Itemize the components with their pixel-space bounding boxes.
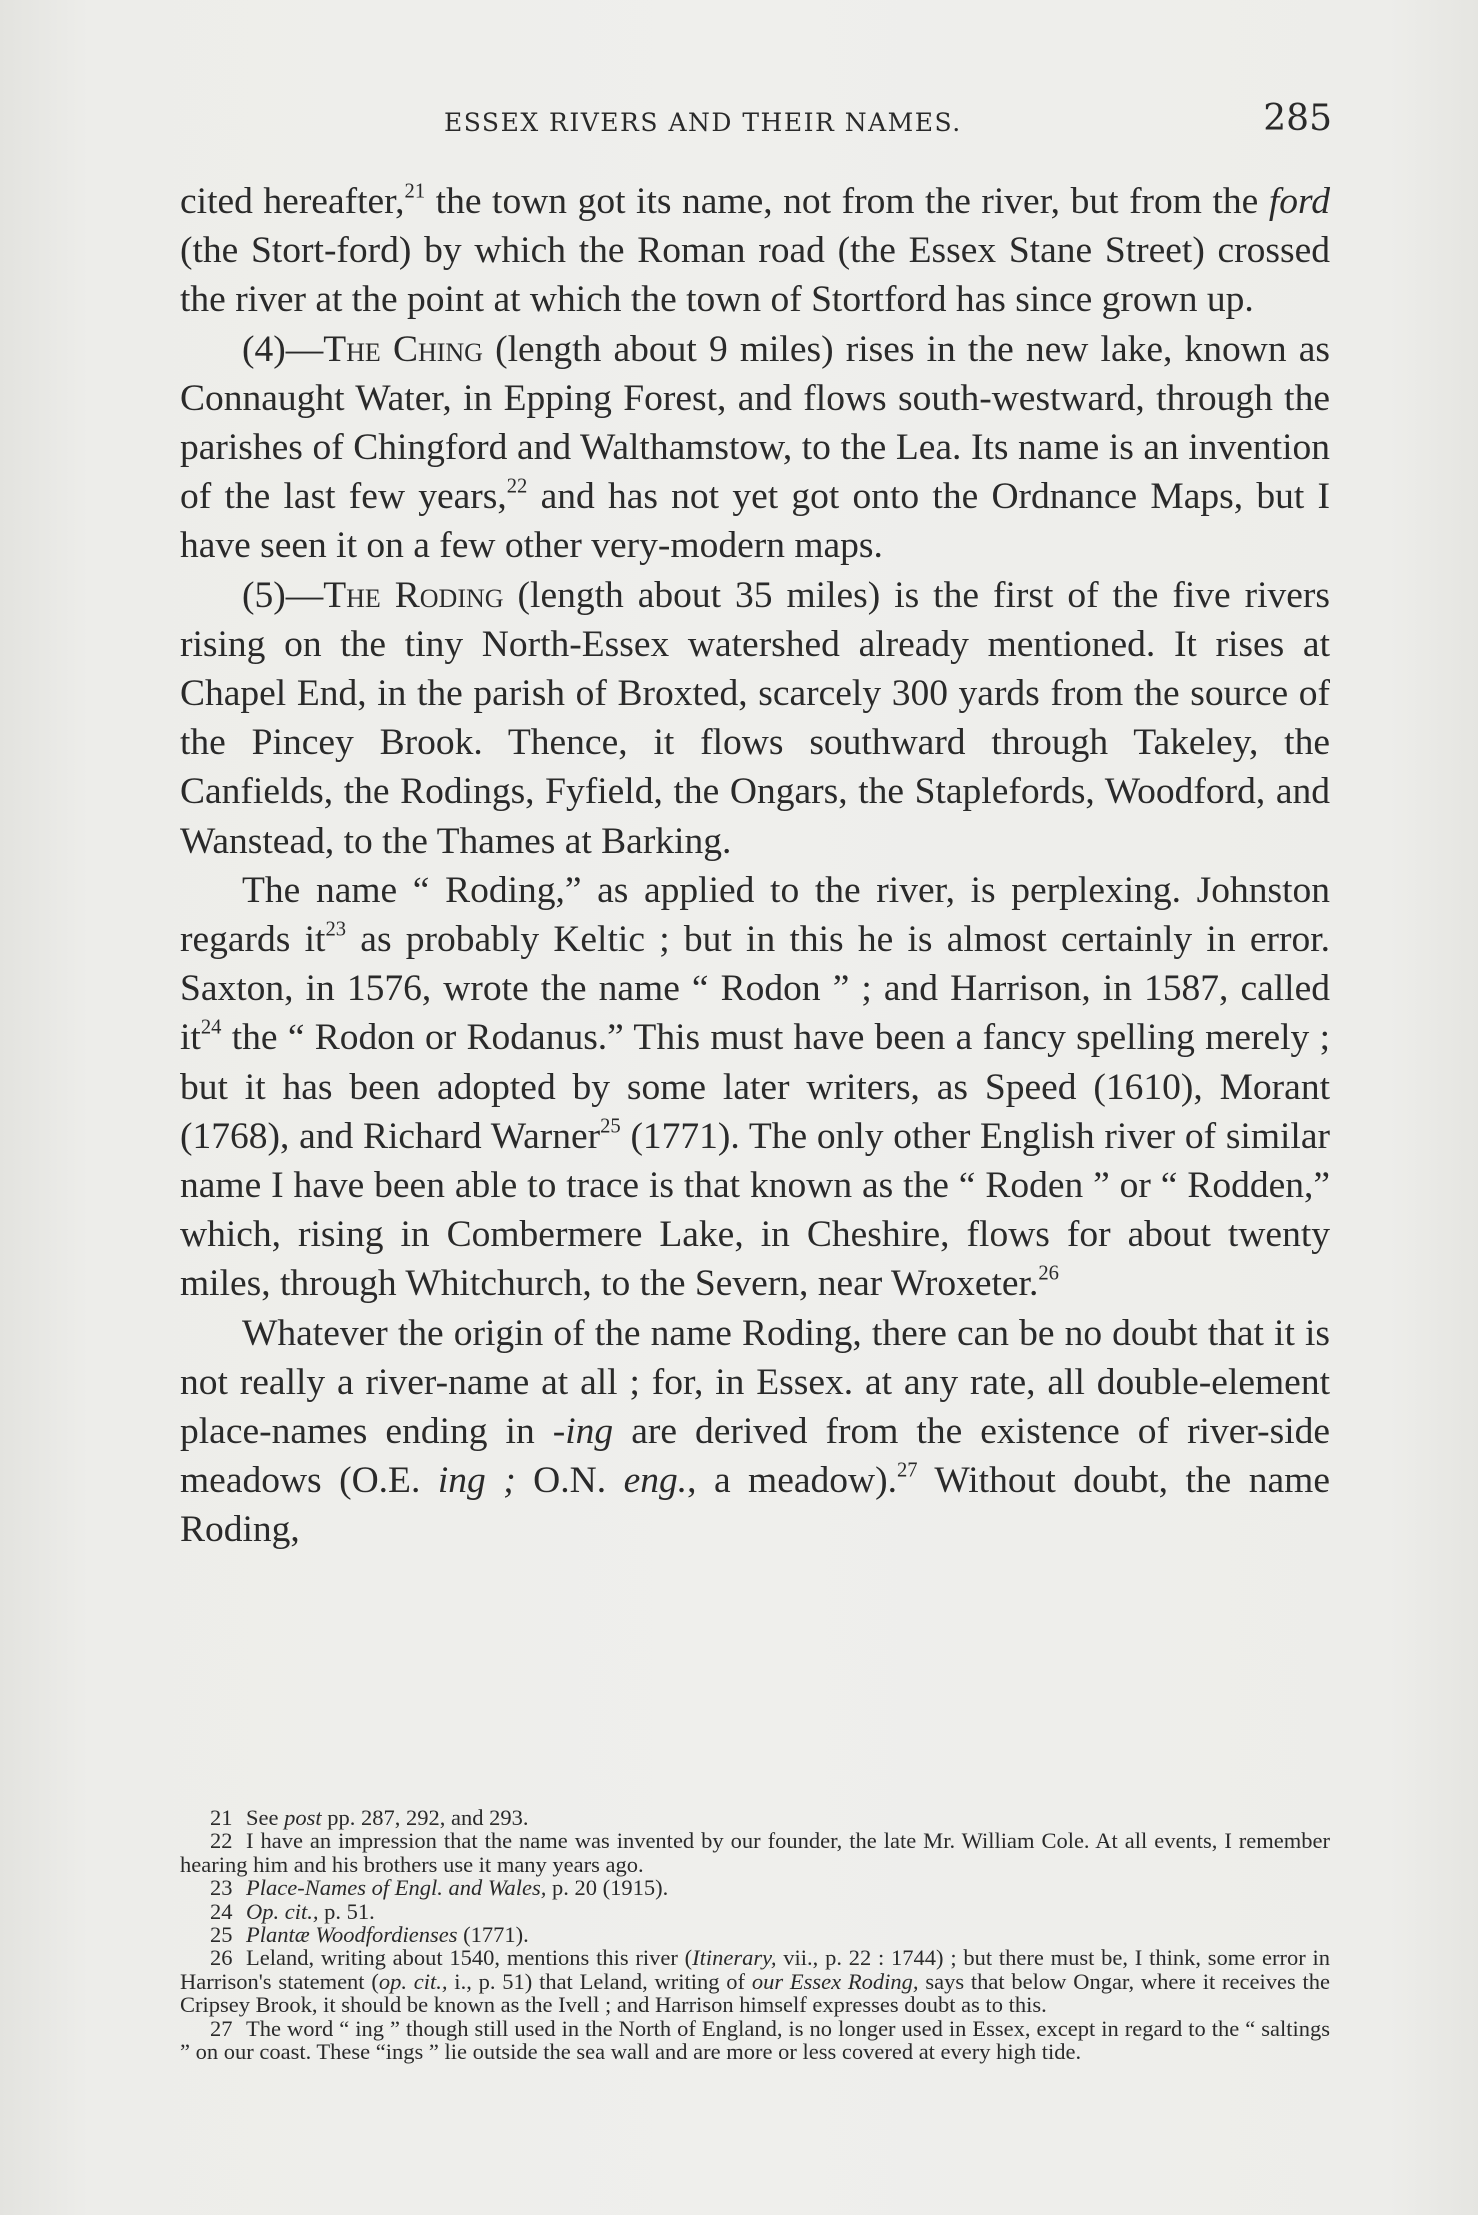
- footnote-number: 25: [210, 1922, 233, 1948]
- footnote-number: 22: [210, 1828, 233, 1854]
- italic-title: Place-Names of Engl. and Wales,: [246, 1875, 547, 1901]
- text-run: (4)—: [242, 328, 324, 370]
- footnote: [180, 1946, 1330, 2016]
- text-run: vii., p. 22 : 1744) ; but there must be, I think, some error in Harrison's statement (: [180, 1945, 1331, 1994]
- running-title: ESSEX RIVERS AND THEIR NAMES.: [444, 108, 962, 137]
- footnote-ref: 24: [200, 1016, 222, 1039]
- paragraph-stortford: [180, 177, 1330, 325]
- footnote: [180, 1900, 1330, 1923]
- text-run: Without doubt, the name Roding,: [180, 1460, 1330, 1551]
- text-run: the “ Rodon or Rodanus.” This must have been a fancy spelling merely ; but it has been adopted by some later writers, as Speed (1610), Morant (1768), and Richard Warner: [180, 1017, 1330, 1157]
- paragraph-ching: [180, 325, 1330, 571]
- river-name-roding: The Roding: [323, 574, 504, 616]
- italic-oe-ing: ing ;: [437, 1460, 516, 1502]
- footnote-number: 27: [210, 2015, 233, 2041]
- italic-op-cit: op. cit.,: [378, 1968, 448, 1994]
- footnotes: [180, 1806, 1330, 2063]
- footnote-ref: 21: [404, 180, 426, 203]
- italic-op-cit: Op. cit.,: [246, 1898, 319, 1924]
- footnote: [180, 1876, 1330, 1899]
- footnote-ref: 25: [600, 1115, 621, 1138]
- text-run: as probably Keltic ; but in this he is almost certainly in error. Saxton, in 1576, wrote the name “ Rodon ” ; and Harrison, in 1587, called it: [180, 919, 1331, 1059]
- text-run: pp. 287, 292, and 293.: [321, 1805, 529, 1830]
- text-run: (length about 35 miles) is the first of the five rivers rising on the tiny North-Essex watershed already mentioned. It rises at Chapel End, in the parish of Broxted, scarcely 300 yards from the source of the Pincey Brook. Thence, it flows southward through Takeley, the Canfields, the Rodings, Fyfield, the Ongars, the Staplefords, Woodford, and Wanstead, to the Thames at Barking.: [180, 574, 1331, 862]
- italic-ing: -ing: [552, 1411, 614, 1453]
- footnote-ref: 23: [325, 918, 347, 941]
- italic-itinerary: Itinerary,: [692, 1945, 777, 1971]
- text-run: Leland, writing about 1540, mentions this river (: [246, 1945, 693, 1971]
- footnote-ref: 27: [896, 1459, 918, 1482]
- italic-on-eng: eng.: [623, 1460, 688, 1502]
- text-run: i., p. 51) that Leland, writing of: [447, 1968, 752, 1994]
- footnote: [180, 1923, 1330, 1946]
- text-run: says that below Ongar, where it receives the Cripsey Brook, it should be known as the Ivell ; and Harrison himself expresses doubt as to this.: [180, 1968, 1330, 2018]
- footnote: [180, 2017, 1330, 2064]
- italic-title: Plantæ Woodfordienses: [246, 1922, 458, 1948]
- italic-ford: ford: [1268, 181, 1330, 222]
- text-run: the town got its name, not from the river, but from the: [425, 181, 1269, 222]
- footnote-ref: 22: [506, 475, 528, 498]
- text-run: and has not yet got onto the Ordnance Maps, but I have seen it on a few other very-modern maps.: [180, 476, 1330, 567]
- text-run: (length about 9 miles) rises in the new lake, known as Connaught Water, in Epping Forest, and flows south-westward, through the parishes of Chingford and Walthamstow, to the Lea. Its name is an invention of the last few years,: [180, 328, 1330, 518]
- text-run: (1771).: [457, 1922, 529, 1948]
- text-run: (1771). The only other English river of similar name I have been able to trace is that known as the “ Roden ” or “ Rodden,” which, rising in Combermere Lake, in Cheshire, flows for about twenty miles, through Whitchurch, to the Severn, near Wroxeter.: [180, 1115, 1330, 1305]
- italic-our-essex-roding: our Essex Roding,: [751, 1968, 919, 1994]
- footnote: [180, 1829, 1330, 1876]
- footnote-number: 21: [210, 1805, 233, 1830]
- footnote-number: 24: [210, 1898, 233, 1924]
- text-run: (the Stort-ford) by which the Roman road (the Essex Stane Street) crossed the river at the point at which the town of Stortford has since grown up.: [180, 230, 1330, 321]
- body-text: [180, 177, 1330, 1555]
- footnote-number: 26: [210, 1945, 233, 1971]
- text-run: Whatever the origin of the name Roding, there can be no doubt that it is not really a river-name at all ; for, in Essex. at any rate, all double-element place-names ending in: [180, 1312, 1330, 1453]
- footnote-number: 23: [210, 1875, 233, 1901]
- text-run: , a meadow).: [687, 1460, 897, 1502]
- river-name-ching: The Ching: [323, 328, 483, 370]
- text-run: See: [246, 1805, 285, 1830]
- running-head: [182, 98, 1332, 148]
- paragraph-name-roding: [180, 866, 1330, 1309]
- footnote-ref: 26: [1038, 1263, 1059, 1285]
- text-run: p. 20 (1915).: [546, 1875, 669, 1901]
- text-run: (5)—: [242, 574, 324, 616]
- text-run: p. 51.: [318, 1898, 375, 1924]
- footnote: [180, 1806, 1330, 1829]
- text-run: The word “ ing ” though still used in the North of England, is no longer used in Essex, except in regard to the “ saltings ” on our coast. These “ings ” lie outside the sea wall and are more or less covered at every high tide.: [180, 2015, 1330, 2065]
- text-run: I have an impression that the name was invented by our founder, the late Mr. William Cole. At all events, I remember hearing him and his brothers use it many years ago.: [180, 1828, 1330, 1877]
- text-run: cited hereafter,: [180, 181, 405, 222]
- paragraph-roding: [180, 571, 1330, 866]
- paragraph-origin: [180, 1309, 1330, 1555]
- text-run: are derived from the existence of river-side meadows (O.E.: [180, 1411, 1331, 1502]
- page-number: 285: [1263, 98, 1332, 139]
- text-run: O.N.: [515, 1460, 624, 1502]
- text-run: The name “ Roding,” as applied to the river, is perplexing. Johnston regards it: [180, 869, 1330, 961]
- italic-post: post: [284, 1805, 322, 1830]
